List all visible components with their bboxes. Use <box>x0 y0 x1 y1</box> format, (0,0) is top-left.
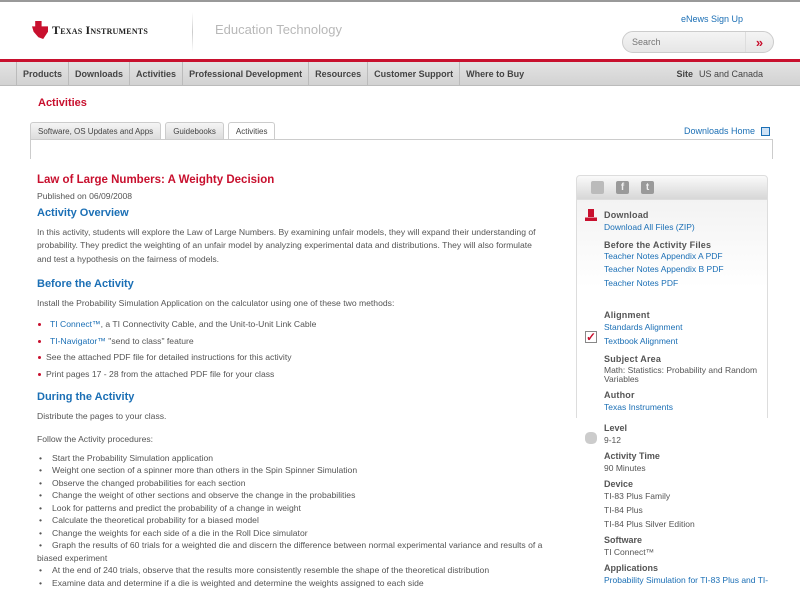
list-item: • Calculate the theoretical probability for a biased model <box>37 514 547 527</box>
brand-name: Texas Instruments <box>52 22 148 37</box>
list-item-text: , a TI Connectivity Cable, and the Unit-to-Unit Link Cable <box>100 319 317 329</box>
applications-heading: Applications <box>604 563 659 573</box>
nav-where-to-buy[interactable]: Where to Buy <box>466 69 525 79</box>
nav-downloads[interactable]: Downloads <box>69 62 130 86</box>
search-box <box>622 31 774 53</box>
search-go-button[interactable]: » <box>745 32 773 52</box>
tab-bar <box>30 122 275 140</box>
activity-sidebar <box>576 175 768 587</box>
home-icon <box>761 127 770 136</box>
list-item: • Observe the changed probabilities for each section <box>37 477 547 490</box>
list-item: • Start the Probability Simulation application <box>37 452 547 465</box>
list-item: • Weight one section of a spinner more than others in the Spin Spinner Simulation <box>37 464 547 477</box>
time-heading: Activity Time <box>604 451 660 461</box>
tab-software[interactable]: Software, OS Updates and Apps <box>30 122 161 139</box>
activity-title: Law of Large Numbers: A Weighty Decision <box>37 174 275 186</box>
teacher-notes-b-link[interactable]: Teacher Notes Appendix B PDF <box>604 264 724 274</box>
procedures-intro: Follow the Activity procedures: <box>37 434 154 444</box>
list-item: • Change the weight of other sections and observe the change in the probabilities <box>37 489 547 502</box>
ti-connect-link[interactable]: TI Connect™ <box>50 319 101 329</box>
author-heading: Author <box>604 390 635 400</box>
enews-signup-link[interactable]: eNews Sign Up <box>680 14 743 24</box>
site-value: US and Canada <box>698 69 763 79</box>
tab-guidebooks[interactable]: Guidebooks <box>165 122 224 139</box>
site-header <box>0 4 800 60</box>
subject-heading: Subject Area <box>604 354 662 364</box>
before-list <box>37 318 547 381</box>
nav-customer-support[interactable]: Customer Support <box>368 62 460 86</box>
twitter-icon[interactable]: t <box>641 181 654 194</box>
during-heading: During the Activity <box>37 391 135 403</box>
like-icon[interactable] <box>591 181 604 194</box>
subject-value: Math: Statistics: Probability and Random Variables <box>604 365 758 384</box>
social-bar <box>576 175 768 200</box>
list-item <box>37 335 547 349</box>
site-selector[interactable] <box>676 62 763 86</box>
main-nav <box>0 59 800 86</box>
application-link[interactable]: Probability Simulation for TI-83 Plus and TI- <box>604 575 769 585</box>
overview-text: In this activity, students will explore the Law of Large Numbers. By examining unfair models, they will expand their understanding of probability. They predict the weighting of an unfair model by analyzing experimental data and distributions. They will also formulate and test a hypothesis on the fairness of models. <box>37 226 536 264</box>
downloads-home-label: Downloads Home <box>683 126 755 136</box>
list-item: Print pages 17 - 28 from the attached PDF file for your class <box>37 368 547 382</box>
list-item: • Change the weights for each side of a die in the Roll Dice simulator <box>37 527 547 540</box>
before-files-heading: Before the Activity Files <box>604 240 712 250</box>
site-subtitle: Education Technology <box>215 22 342 37</box>
search-input[interactable] <box>623 32 745 52</box>
nav-products[interactable]: Products <box>17 62 69 86</box>
before-intro: Install the Probability Simulation Application on the calculator using one of these two methods: <box>37 297 395 308</box>
divider <box>192 12 193 52</box>
nav-resources[interactable]: Resources <box>309 62 368 86</box>
ti-author-icon <box>585 432 597 444</box>
device-value: TI-84 Plus Silver Edition <box>604 519 695 529</box>
download-heading: Download <box>604 210 649 220</box>
activity-content <box>37 174 547 589</box>
published-date: Published on 06/09/2008 <box>37 190 133 201</box>
software-value: TI Connect™ <box>604 547 655 557</box>
ti-navigator-link[interactable]: TI-Navigator™ <box>50 335 106 346</box>
procedures-list <box>37 452 547 590</box>
ti-logo[interactable] <box>32 21 148 39</box>
device-value: TI-84 Plus <box>604 505 643 515</box>
device-value: TI-83 Plus Family <box>604 491 671 501</box>
tab-activities[interactable]: Activities <box>228 122 276 140</box>
alignment-heading: Alignment <box>604 310 650 320</box>
download-icon <box>585 209 597 221</box>
content-panel <box>30 139 773 159</box>
downloads-home-link[interactable] <box>684 126 770 136</box>
teacher-notes-a-link[interactable]: Teacher Notes Appendix A PDF <box>604 251 723 261</box>
list-item: • Look for patterns and predict the probability of a change in weight <box>37 502 547 515</box>
list-item: • Examine data and determine if a die is weighted and determine the weights assigned to each side <box>37 577 547 590</box>
overview-heading: Activity Overview <box>37 207 129 219</box>
device-heading: Device <box>604 479 634 489</box>
ti-logo-icon <box>32 21 48 39</box>
level-value: 9-12 <box>604 435 622 445</box>
nav-activities[interactable]: Activities <box>130 62 183 86</box>
nav-professional-development[interactable]: Professional Development <box>183 62 309 86</box>
software-heading: Software <box>604 535 643 545</box>
textbook-alignment-link[interactable]: Textbook Alignment <box>604 336 678 346</box>
section-title: Activities <box>38 97 87 109</box>
before-heading: Before the Activity <box>37 278 134 290</box>
list-item: • At the end of 240 trials, observe that the results more consistently resemble the shape of the theoretical distribution <box>37 564 547 577</box>
list-item-text: "send to class" feature <box>105 335 194 346</box>
author-link[interactable]: Texas Instruments <box>604 402 673 412</box>
during-intro: Distribute the pages to your class. <box>37 410 167 421</box>
list-item <box>37 318 547 332</box>
download-all-link[interactable]: Download All Files (ZIP) <box>604 222 695 232</box>
time-value: 90 Minutes <box>604 463 646 473</box>
standards-alignment-link[interactable]: Standards Alignment <box>604 322 683 332</box>
site-label: Site <box>676 69 693 79</box>
facebook-icon[interactable]: f <box>616 181 629 194</box>
sidebar-details <box>576 200 768 418</box>
level-heading: Level <box>604 423 628 433</box>
list-item: • Graph the results of 60 trials for a weighted die and discern the difference between normal experimental variance and results of a biased experiment <box>37 539 547 564</box>
sidebar-meta <box>576 423 768 587</box>
list-item: See the attached PDF file for detailed instructions for this activity <box>37 351 547 365</box>
checkbox-icon: ✓ <box>586 330 597 344</box>
teacher-notes-link[interactable]: Teacher Notes PDF <box>604 278 679 288</box>
